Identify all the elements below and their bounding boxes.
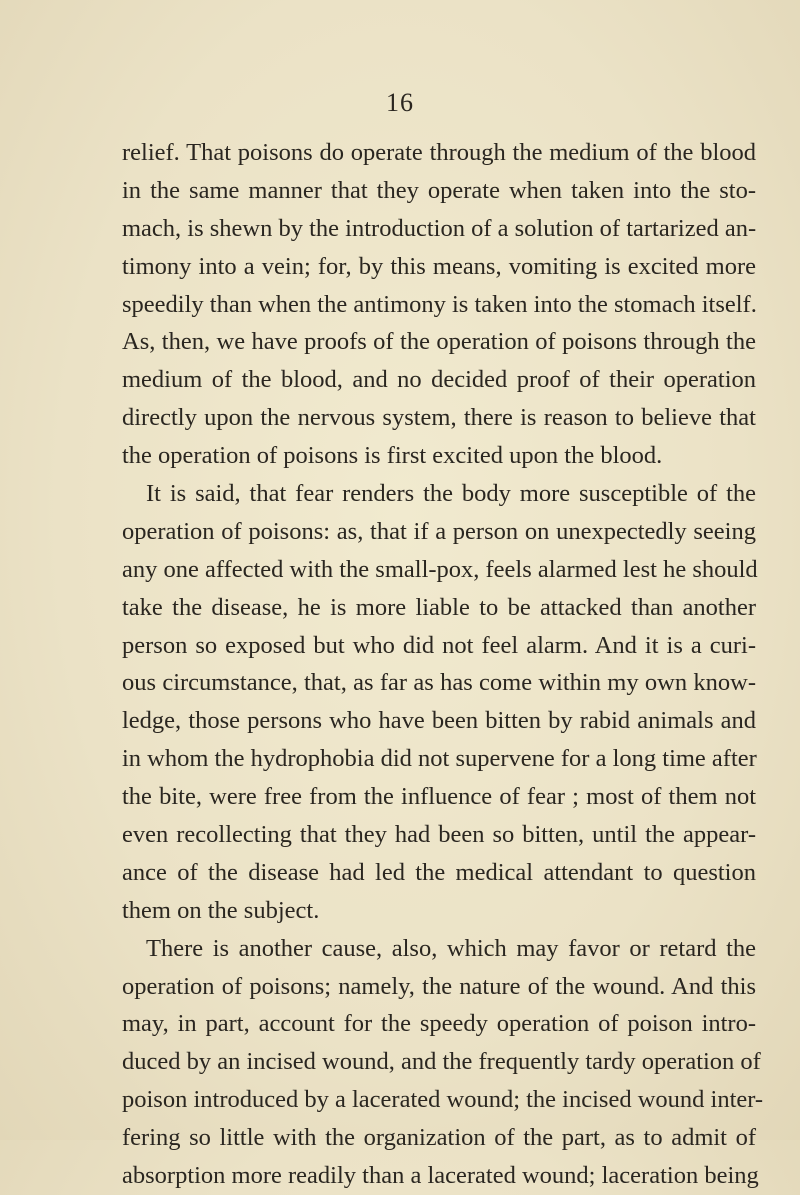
text-line: As, then, we have proofs of the operation of poisons through the bbox=[122, 328, 756, 356]
text-line: in whom the hydrophobia did not supervene for a long time after bbox=[122, 745, 757, 773]
paragraph-start-line: It is said, that fear renders the body more susceptible of the bbox=[146, 480, 756, 508]
text-line: mach, is shewn by the introduction of a solution of tartarized an- bbox=[122, 214, 757, 242]
text-line: operation of poisons; namely, the nature of the wound. And this bbox=[122, 972, 756, 1000]
paragraph-end-line: the operation of poisons is first excited upon the blood. bbox=[122, 442, 663, 470]
text-line: ance of the disease had led the medical attendant to question bbox=[122, 858, 756, 886]
body-text bbox=[122, 134, 764, 1195]
text-line: in the same manner that they operate when taken into the sto- bbox=[122, 176, 756, 204]
text-line: the bite, were free from the influence of fear ; most of them not bbox=[122, 783, 756, 811]
text-line: fering so little with the organization of the part, as to admit of bbox=[122, 1124, 756, 1152]
text-line: even recollecting that they had been so bitten, until the appear- bbox=[122, 821, 756, 849]
text-line: ous circumstance, that, as far as has come within my own know- bbox=[122, 669, 756, 697]
page-number: 16 bbox=[386, 88, 414, 117]
text-line: operation of poisons: as, that if a person on unexpectedly seeing bbox=[122, 517, 756, 545]
text-line: ledge, those persons who have been bitten by rabid animals and bbox=[122, 707, 756, 735]
text-line: duced by an incised wound, and the frequently tardy operation of bbox=[122, 1048, 761, 1076]
paragraph-end-line: them on the subject. bbox=[122, 896, 320, 924]
text-line: speedily than when the antimony is taken into the stomach itself. bbox=[122, 290, 757, 318]
text-line: poison introduced by a lacerated wound; the incised wound inter- bbox=[122, 1086, 764, 1114]
text-line: absorption more readily than a lacerated wound; laceration being bbox=[122, 1162, 759, 1190]
text-line: any one affected with the small-pox, feels alarmed lest he should bbox=[122, 555, 758, 583]
text-line: medium of the blood, and no decided proof of their operation bbox=[122, 366, 756, 394]
text-line: person so exposed but who did not feel alarm. And it is a curi- bbox=[122, 631, 756, 659]
text-line: directly upon the nervous system, there is reason to believe that bbox=[122, 404, 756, 432]
text-line: relief. That poisons do operate through the medium of the blood bbox=[122, 139, 756, 166]
text-line: may, in part, account for the speedy operation of poison intro- bbox=[122, 1010, 756, 1038]
paragraph-start-line: There is another cause, also, which may favor or retard the bbox=[146, 934, 756, 962]
text-line: timony into a vein; for, by this means, vomiting is excited more bbox=[122, 252, 756, 280]
text-line: take the disease, he is more liable to be attacked than another bbox=[122, 593, 756, 621]
